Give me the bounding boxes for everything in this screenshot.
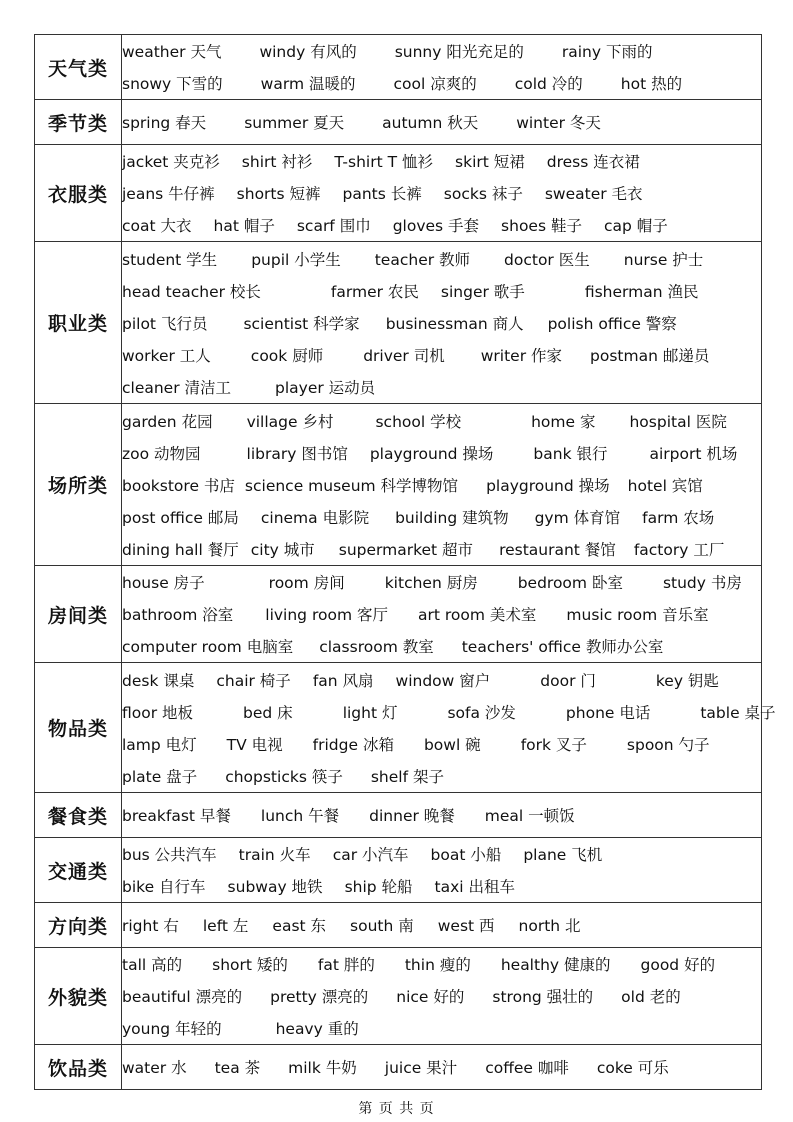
vocab-word: school 学校 bbox=[375, 412, 462, 431]
vocab-word: city 城市 bbox=[250, 540, 315, 559]
word-line bbox=[122, 980, 761, 1012]
vocab-word: farm 农场 bbox=[642, 508, 715, 527]
vocab-word: zoo 动物园 bbox=[122, 444, 201, 463]
vocab-word: bowl 碗 bbox=[423, 735, 481, 754]
vocab-word: summer 夏天 bbox=[244, 114, 345, 132]
vocab-word: door 门 bbox=[540, 671, 596, 690]
vocab-word: fan 风扇 bbox=[312, 671, 374, 690]
vocab-word: cool 凉爽的 bbox=[393, 75, 477, 93]
vocab-word: singer 歌手 bbox=[440, 282, 525, 301]
word-list bbox=[122, 793, 762, 838]
vocab-word: science museum 科学博物馆 bbox=[244, 476, 459, 495]
word-list bbox=[122, 948, 762, 1045]
word-line bbox=[122, 838, 761, 870]
vocab-word: driver 司机 bbox=[363, 346, 445, 365]
vocab-word: farmer 农民 bbox=[330, 282, 419, 301]
vocab-word: scientist 科学家 bbox=[243, 314, 360, 333]
vocab-word: writer 作家 bbox=[480, 346, 563, 365]
category-row bbox=[35, 100, 762, 145]
vocab-word: bed 床 bbox=[243, 703, 293, 722]
vocab-word: restaurant 餐馆 bbox=[499, 540, 616, 559]
word-list bbox=[122, 566, 762, 663]
vocab-word: shirt 衬衫 bbox=[241, 153, 313, 171]
word-line bbox=[122, 243, 761, 275]
word-line bbox=[122, 437, 761, 469]
category-row bbox=[35, 838, 762, 903]
category-label: 天气类 bbox=[35, 35, 122, 100]
vocab-word: taxi 出租车 bbox=[434, 878, 516, 896]
vocab-word: fisherman 渔民 bbox=[584, 282, 699, 301]
word-line bbox=[122, 598, 761, 630]
category-row bbox=[35, 948, 762, 1045]
vocab-word: east 东 bbox=[272, 917, 327, 935]
vocab-word: student 学生 bbox=[122, 250, 218, 269]
vocab-word: plane 飞机 bbox=[523, 846, 603, 864]
word-line bbox=[122, 35, 761, 67]
word-line bbox=[122, 799, 761, 831]
category-label: 交通类 bbox=[35, 838, 122, 903]
vocab-word: cinema 电影院 bbox=[260, 508, 370, 527]
vocab-word: car 小汽车 bbox=[332, 846, 409, 864]
word-line bbox=[122, 469, 761, 501]
word-line bbox=[122, 760, 761, 792]
category-row bbox=[35, 663, 762, 793]
vocab-word: post office 邮局 bbox=[122, 508, 239, 527]
category-row bbox=[35, 404, 762, 566]
vocab-word: playground 操场 bbox=[486, 476, 610, 495]
vocab-word: boat 小船 bbox=[430, 846, 502, 864]
word-list bbox=[122, 663, 776, 793]
category-row bbox=[35, 145, 762, 242]
vocab-word: computer room 电脑室 bbox=[122, 638, 294, 656]
vocab-word: village 乡村 bbox=[246, 412, 334, 431]
vocab-word: worker 工人 bbox=[122, 346, 211, 365]
vocab-word: thin 瘦的 bbox=[404, 956, 471, 974]
vocab-word: socks 袜子 bbox=[443, 185, 523, 203]
vocab-word: autumn 秋天 bbox=[382, 114, 479, 132]
vocab-word: shorts 短裤 bbox=[236, 185, 321, 203]
vocabulary-table-body bbox=[35, 35, 776, 1090]
category-label: 餐食类 bbox=[35, 793, 122, 838]
vocab-word: juice 果汁 bbox=[384, 1059, 458, 1077]
vocab-word: bathroom 浴室 bbox=[122, 606, 234, 624]
word-line bbox=[122, 339, 761, 371]
word-line bbox=[122, 948, 761, 980]
vocab-word: jeans 牛仔裤 bbox=[122, 185, 215, 203]
vocab-word: classroom 教室 bbox=[319, 638, 434, 656]
word-line bbox=[122, 145, 761, 177]
vocab-word: library 图书馆 bbox=[246, 444, 348, 463]
word-list bbox=[122, 1045, 762, 1090]
vocab-word: dinner 晚餐 bbox=[369, 807, 455, 825]
word-list bbox=[122, 404, 762, 566]
vocab-word: dining hall 餐厅 bbox=[122, 540, 239, 559]
vocab-word: milk 牛奶 bbox=[288, 1059, 357, 1077]
category-row bbox=[35, 566, 762, 663]
vocab-word: breakfast 早餐 bbox=[122, 807, 231, 825]
word-line bbox=[122, 405, 761, 437]
vocab-word: bus 公共汽车 bbox=[122, 846, 217, 864]
word-list bbox=[122, 35, 762, 100]
category-row bbox=[35, 242, 762, 404]
word-line bbox=[122, 1012, 761, 1044]
vocab-word: house 房子 bbox=[122, 574, 205, 592]
vocab-word: water 水 bbox=[122, 1059, 187, 1077]
vocab-word: TV 电视 bbox=[226, 735, 283, 754]
vocab-word: scarf 围巾 bbox=[296, 217, 371, 235]
vocab-word: winter 冬天 bbox=[516, 114, 601, 132]
vocab-word: old 老的 bbox=[621, 988, 681, 1006]
vocab-word: pants 长裤 bbox=[342, 185, 422, 203]
vocab-word: lunch 午餐 bbox=[260, 807, 340, 825]
vocab-word: bike 自行车 bbox=[122, 878, 206, 896]
category-row bbox=[35, 35, 762, 100]
vocab-word: good 好的 bbox=[640, 956, 716, 974]
vocab-word: tall 高的 bbox=[122, 956, 183, 974]
vocab-word: left 左 bbox=[202, 917, 249, 935]
vocab-word: plate 盘子 bbox=[122, 767, 198, 786]
vocab-word: postman 邮递员 bbox=[590, 346, 710, 365]
vocab-word: gym 体育馆 bbox=[534, 508, 621, 527]
word-line bbox=[122, 275, 761, 307]
word-line bbox=[122, 177, 761, 209]
vocab-word: beautiful 漂亮的 bbox=[122, 988, 243, 1006]
vocab-word: bank 银行 bbox=[533, 444, 608, 463]
vocab-word: teachers' office 教师办公室 bbox=[461, 638, 664, 656]
vocab-word: hospital 医院 bbox=[629, 412, 727, 431]
vocab-word: tea 茶 bbox=[214, 1059, 261, 1077]
word-list bbox=[122, 242, 762, 404]
vocab-word: chair 椅子 bbox=[216, 671, 291, 690]
vocab-word: light 灯 bbox=[342, 703, 398, 722]
page-footer: 第 页 共 页 bbox=[358, 1101, 435, 1117]
vocab-word: polish office 警察 bbox=[547, 314, 677, 333]
word-line bbox=[122, 1051, 761, 1083]
vocab-word: window 窗户 bbox=[395, 671, 491, 690]
vocab-word: hotel 宾馆 bbox=[627, 476, 703, 495]
vocab-word: spoon 勺子 bbox=[626, 735, 710, 754]
vocab-word: shelf 架子 bbox=[370, 767, 444, 786]
vocab-word: pretty 漂亮的 bbox=[270, 988, 369, 1006]
category-row bbox=[35, 793, 762, 838]
vocab-word: cold 冷的 bbox=[514, 75, 583, 93]
vocab-word: player 运动员 bbox=[275, 378, 376, 397]
word-line bbox=[122, 630, 761, 662]
word-line bbox=[122, 67, 761, 99]
word-list bbox=[122, 903, 762, 948]
vocab-word: supermarket 超市 bbox=[338, 540, 474, 559]
category-label: 外貌类 bbox=[35, 948, 122, 1045]
vocab-word: businessman 商人 bbox=[385, 314, 524, 333]
word-line bbox=[122, 533, 761, 565]
word-list bbox=[122, 838, 762, 903]
vocab-word: doctor 医生 bbox=[504, 250, 590, 269]
category-row bbox=[35, 1045, 762, 1090]
vocabulary-table bbox=[34, 34, 776, 1090]
vocab-word: coat 大衣 bbox=[122, 217, 192, 235]
vocab-word: gloves 手套 bbox=[392, 217, 480, 235]
vocab-word: meal 一顿饭 bbox=[484, 807, 575, 825]
vocab-word: nice 好的 bbox=[396, 988, 465, 1006]
vocab-word: study 书房 bbox=[662, 574, 742, 592]
vocab-word: rainy 下雨的 bbox=[561, 43, 653, 61]
vocab-word: nurse 护士 bbox=[623, 250, 704, 269]
vocab-word: building 建筑物 bbox=[395, 508, 509, 527]
vocab-word: garden 花园 bbox=[122, 412, 213, 431]
vocab-word: living room 客厅 bbox=[265, 606, 388, 624]
vocab-word: north 北 bbox=[518, 917, 581, 935]
vocab-word: fridge 冰箱 bbox=[312, 735, 394, 754]
vocab-word: warm 温暖的 bbox=[260, 75, 356, 93]
vocab-word: windy 有风的 bbox=[259, 43, 357, 61]
vocab-word: chopsticks 筷子 bbox=[225, 767, 343, 786]
vocab-word: subway 地铁 bbox=[227, 878, 323, 896]
vocab-word: bedroom 卧室 bbox=[517, 574, 623, 592]
category-label: 物品类 bbox=[35, 663, 122, 793]
word-line bbox=[122, 371, 761, 403]
category-label: 房间类 bbox=[35, 566, 122, 663]
vocab-word: shoes 鞋子 bbox=[501, 217, 582, 235]
vocab-word: ship 轮船 bbox=[344, 878, 413, 896]
vocab-word: jacket 夹克衫 bbox=[122, 153, 220, 171]
vocab-word: cook 厨师 bbox=[250, 346, 324, 365]
word-line bbox=[122, 209, 761, 241]
vocab-word: dress 连衣裙 bbox=[546, 153, 640, 171]
word-line bbox=[122, 307, 761, 339]
vocab-word: head teacher 校长 bbox=[122, 282, 261, 301]
vocab-word: pilot 飞行员 bbox=[122, 314, 208, 333]
vocab-word: short 矮的 bbox=[212, 956, 288, 974]
vocab-word: T-shirt T 恤衫 bbox=[334, 153, 434, 171]
word-line bbox=[122, 909, 761, 941]
vocab-word: train 火车 bbox=[238, 846, 311, 864]
vocab-word: spring 春天 bbox=[122, 114, 207, 132]
vocab-word: coke 可乐 bbox=[596, 1059, 669, 1077]
vocab-word: heavy 重的 bbox=[275, 1020, 359, 1038]
category-label: 衣服类 bbox=[35, 145, 122, 242]
category-label: 方向类 bbox=[35, 903, 122, 948]
vocab-word: home 家 bbox=[531, 412, 596, 431]
category-label: 饮品类 bbox=[35, 1045, 122, 1090]
word-line bbox=[122, 870, 761, 902]
vocab-word: bookstore 书店 bbox=[122, 476, 235, 495]
word-line bbox=[122, 664, 761, 696]
category-label: 职业类 bbox=[35, 242, 122, 404]
vocab-word: hot 热的 bbox=[620, 75, 683, 93]
vocab-word: strong 强壮的 bbox=[492, 988, 594, 1006]
vocab-word: cap 帽子 bbox=[603, 217, 668, 235]
vocab-word: young 年轻的 bbox=[122, 1020, 222, 1038]
vocab-word: fork 叉子 bbox=[520, 735, 587, 754]
vocab-word: south 南 bbox=[350, 917, 414, 935]
vocab-word: cleaner 清洁工 bbox=[122, 378, 232, 397]
word-line bbox=[122, 106, 761, 138]
vocab-word: airport 机场 bbox=[649, 444, 738, 463]
vocab-word: phone 电话 bbox=[565, 703, 651, 722]
vocab-word: teacher 教师 bbox=[374, 250, 471, 269]
vocab-word: music room 音乐室 bbox=[566, 606, 709, 624]
word-line bbox=[122, 728, 761, 760]
vocab-word: room 房间 bbox=[268, 574, 345, 592]
word-line bbox=[122, 696, 776, 728]
category-label: 季节类 bbox=[35, 100, 122, 145]
word-line bbox=[122, 566, 761, 598]
vocab-word: sweater 毛衣 bbox=[544, 185, 643, 203]
vocab-word: desk 课桌 bbox=[122, 671, 195, 690]
vocab-word: coffee 咖啡 bbox=[485, 1059, 569, 1077]
vocab-word: factory 工厂 bbox=[633, 540, 725, 559]
vocab-word: floor 地板 bbox=[122, 703, 194, 722]
vocab-word: table 桌子 bbox=[700, 703, 776, 722]
vocab-word: sofa 沙发 bbox=[447, 703, 516, 722]
vocab-word: snowy 下雪的 bbox=[122, 75, 223, 93]
vocab-word: kitchen 厨房 bbox=[384, 574, 478, 592]
vocab-word: sunny 阳光充足的 bbox=[394, 43, 524, 61]
vocab-word: key 钥匙 bbox=[655, 671, 719, 690]
vocab-word: lamp 电灯 bbox=[122, 735, 197, 754]
vocab-word: skirt 短裙 bbox=[455, 153, 525, 171]
word-list bbox=[122, 100, 762, 145]
vocab-word: right 右 bbox=[122, 917, 179, 935]
vocab-word: west 西 bbox=[437, 917, 495, 935]
vocab-word: art room 美术室 bbox=[417, 606, 537, 624]
word-list bbox=[122, 145, 762, 242]
word-line bbox=[122, 501, 761, 533]
vocab-word: playground 操场 bbox=[369, 444, 494, 463]
vocab-word: healthy 健康的 bbox=[500, 956, 611, 974]
vocab-word: fat 胖的 bbox=[317, 956, 375, 974]
vocab-word: pupil 小学生 bbox=[251, 250, 341, 269]
vocab-word: hat 帽子 bbox=[213, 217, 275, 235]
category-label: 场所类 bbox=[35, 404, 122, 566]
category-row bbox=[35, 903, 762, 948]
vocab-word: weather 天气 bbox=[122, 43, 222, 61]
